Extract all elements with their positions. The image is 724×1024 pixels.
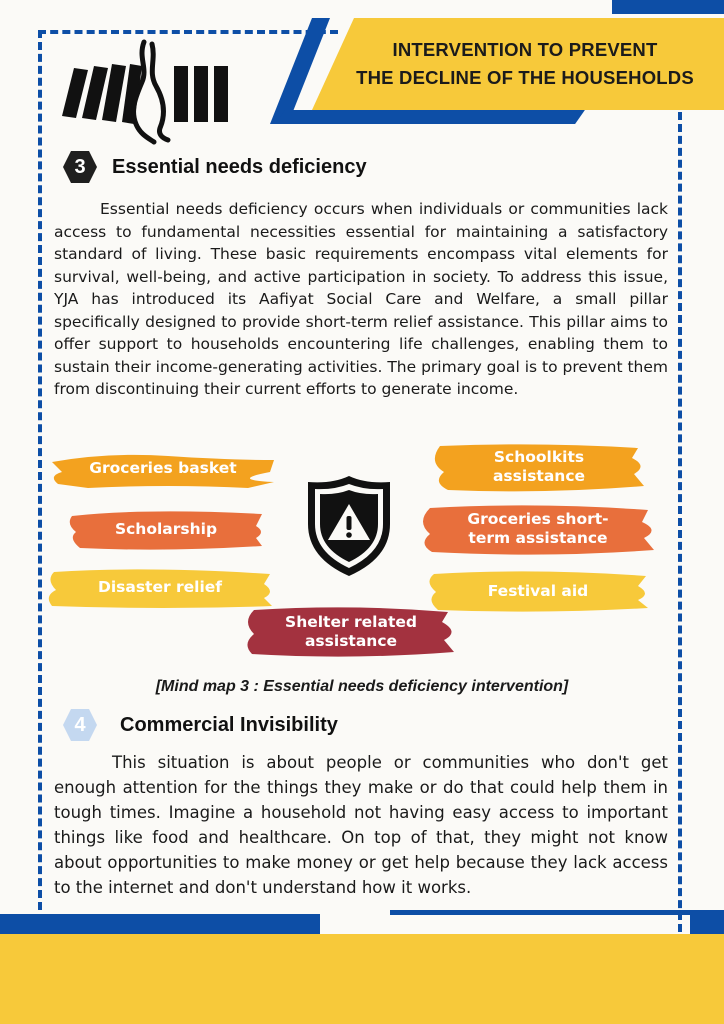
mindmap-item-scholarship bbox=[66, 508, 266, 552]
mindmap-label-line2: term assistance bbox=[468, 529, 608, 547]
mindmap-item-schoolkits bbox=[428, 442, 650, 494]
frame-dashed-top bbox=[38, 30, 338, 34]
warning-shield-icon bbox=[304, 474, 394, 578]
mindmap-item-shelter bbox=[242, 604, 460, 660]
header-title-line1: INTERVENTION TO PREVENT bbox=[392, 39, 658, 60]
mindmap-label-line1: Schoolkits bbox=[493, 448, 585, 466]
mindmap-label-line2: assistance bbox=[304, 632, 398, 650]
frame-dashed-left bbox=[38, 30, 42, 910]
header-blue-underline bbox=[275, 110, 585, 124]
header-title-line2: THE DECLINE OF THE HOUSEHOLDS bbox=[356, 67, 694, 88]
mindmap-label-line2: assistance bbox=[492, 467, 586, 485]
footer-blue-right bbox=[690, 915, 724, 934]
mindmap-label-line1: Groceries short- bbox=[467, 510, 609, 528]
section3-number: 3 bbox=[74, 156, 86, 178]
mindmap-label bbox=[242, 613, 460, 651]
footer-yellow-band bbox=[0, 934, 724, 1024]
footer-blue-line bbox=[390, 910, 724, 915]
mindmap-item-groceries-short-term bbox=[416, 502, 660, 558]
mindmap-label-line1: Shelter related bbox=[285, 613, 417, 631]
mindmap-caption: [Mind map 3 : Essential needs deficiency intervention] bbox=[155, 678, 569, 695]
section3-paragraph: Essential needs deficiency occurs when individuals or communities lack access to fundamental necessities essential for maintaining a satisfactory standard of living. These basic requirements encompass vital elements for survival, well-being, and active participation in society. To address this issue, YJA has introduced its Aafiyat Social Care and Welfare, a small pillar specifically designed to provide short-term relief assistance. This pillar aims to offer support to households encountering life challenges, enabling them to sustain their income-generating activities. The primary goal is to prevent them from discontinuing their current efforts to generate income. bbox=[54, 200, 668, 398]
mindmap-label bbox=[416, 510, 660, 548]
section4-paragraph: This situation is about people or communities who don't get enough attention for the things they make or do that could help them in tough times. Imagine a household not having easy access to important things like food and healthcare. On top of that, they might not know about opportunities to make money or get help because they lack access to the internet and don't understand how it works. bbox=[54, 753, 668, 897]
mindmap-label bbox=[428, 448, 650, 486]
mindmap-label: Groceries basket bbox=[89, 459, 237, 477]
mindmap-label: Festival aid bbox=[487, 582, 589, 600]
section3-title: Essential needs deficiency bbox=[112, 156, 367, 178]
section4-number: 4 bbox=[74, 714, 86, 736]
mindmap-label: Disaster relief bbox=[97, 578, 223, 596]
footer-blue-left bbox=[0, 914, 320, 934]
mindmap-label: Scholarship bbox=[114, 520, 218, 538]
header-title bbox=[330, 36, 720, 92]
mindmap-item-groceries-basket bbox=[48, 450, 278, 490]
top-right-blue-bar bbox=[612, 0, 724, 14]
section4-title: Commercial Invisibility bbox=[120, 714, 338, 736]
frame-dashed-right bbox=[678, 112, 682, 932]
striped-logo-icon bbox=[52, 38, 242, 148]
